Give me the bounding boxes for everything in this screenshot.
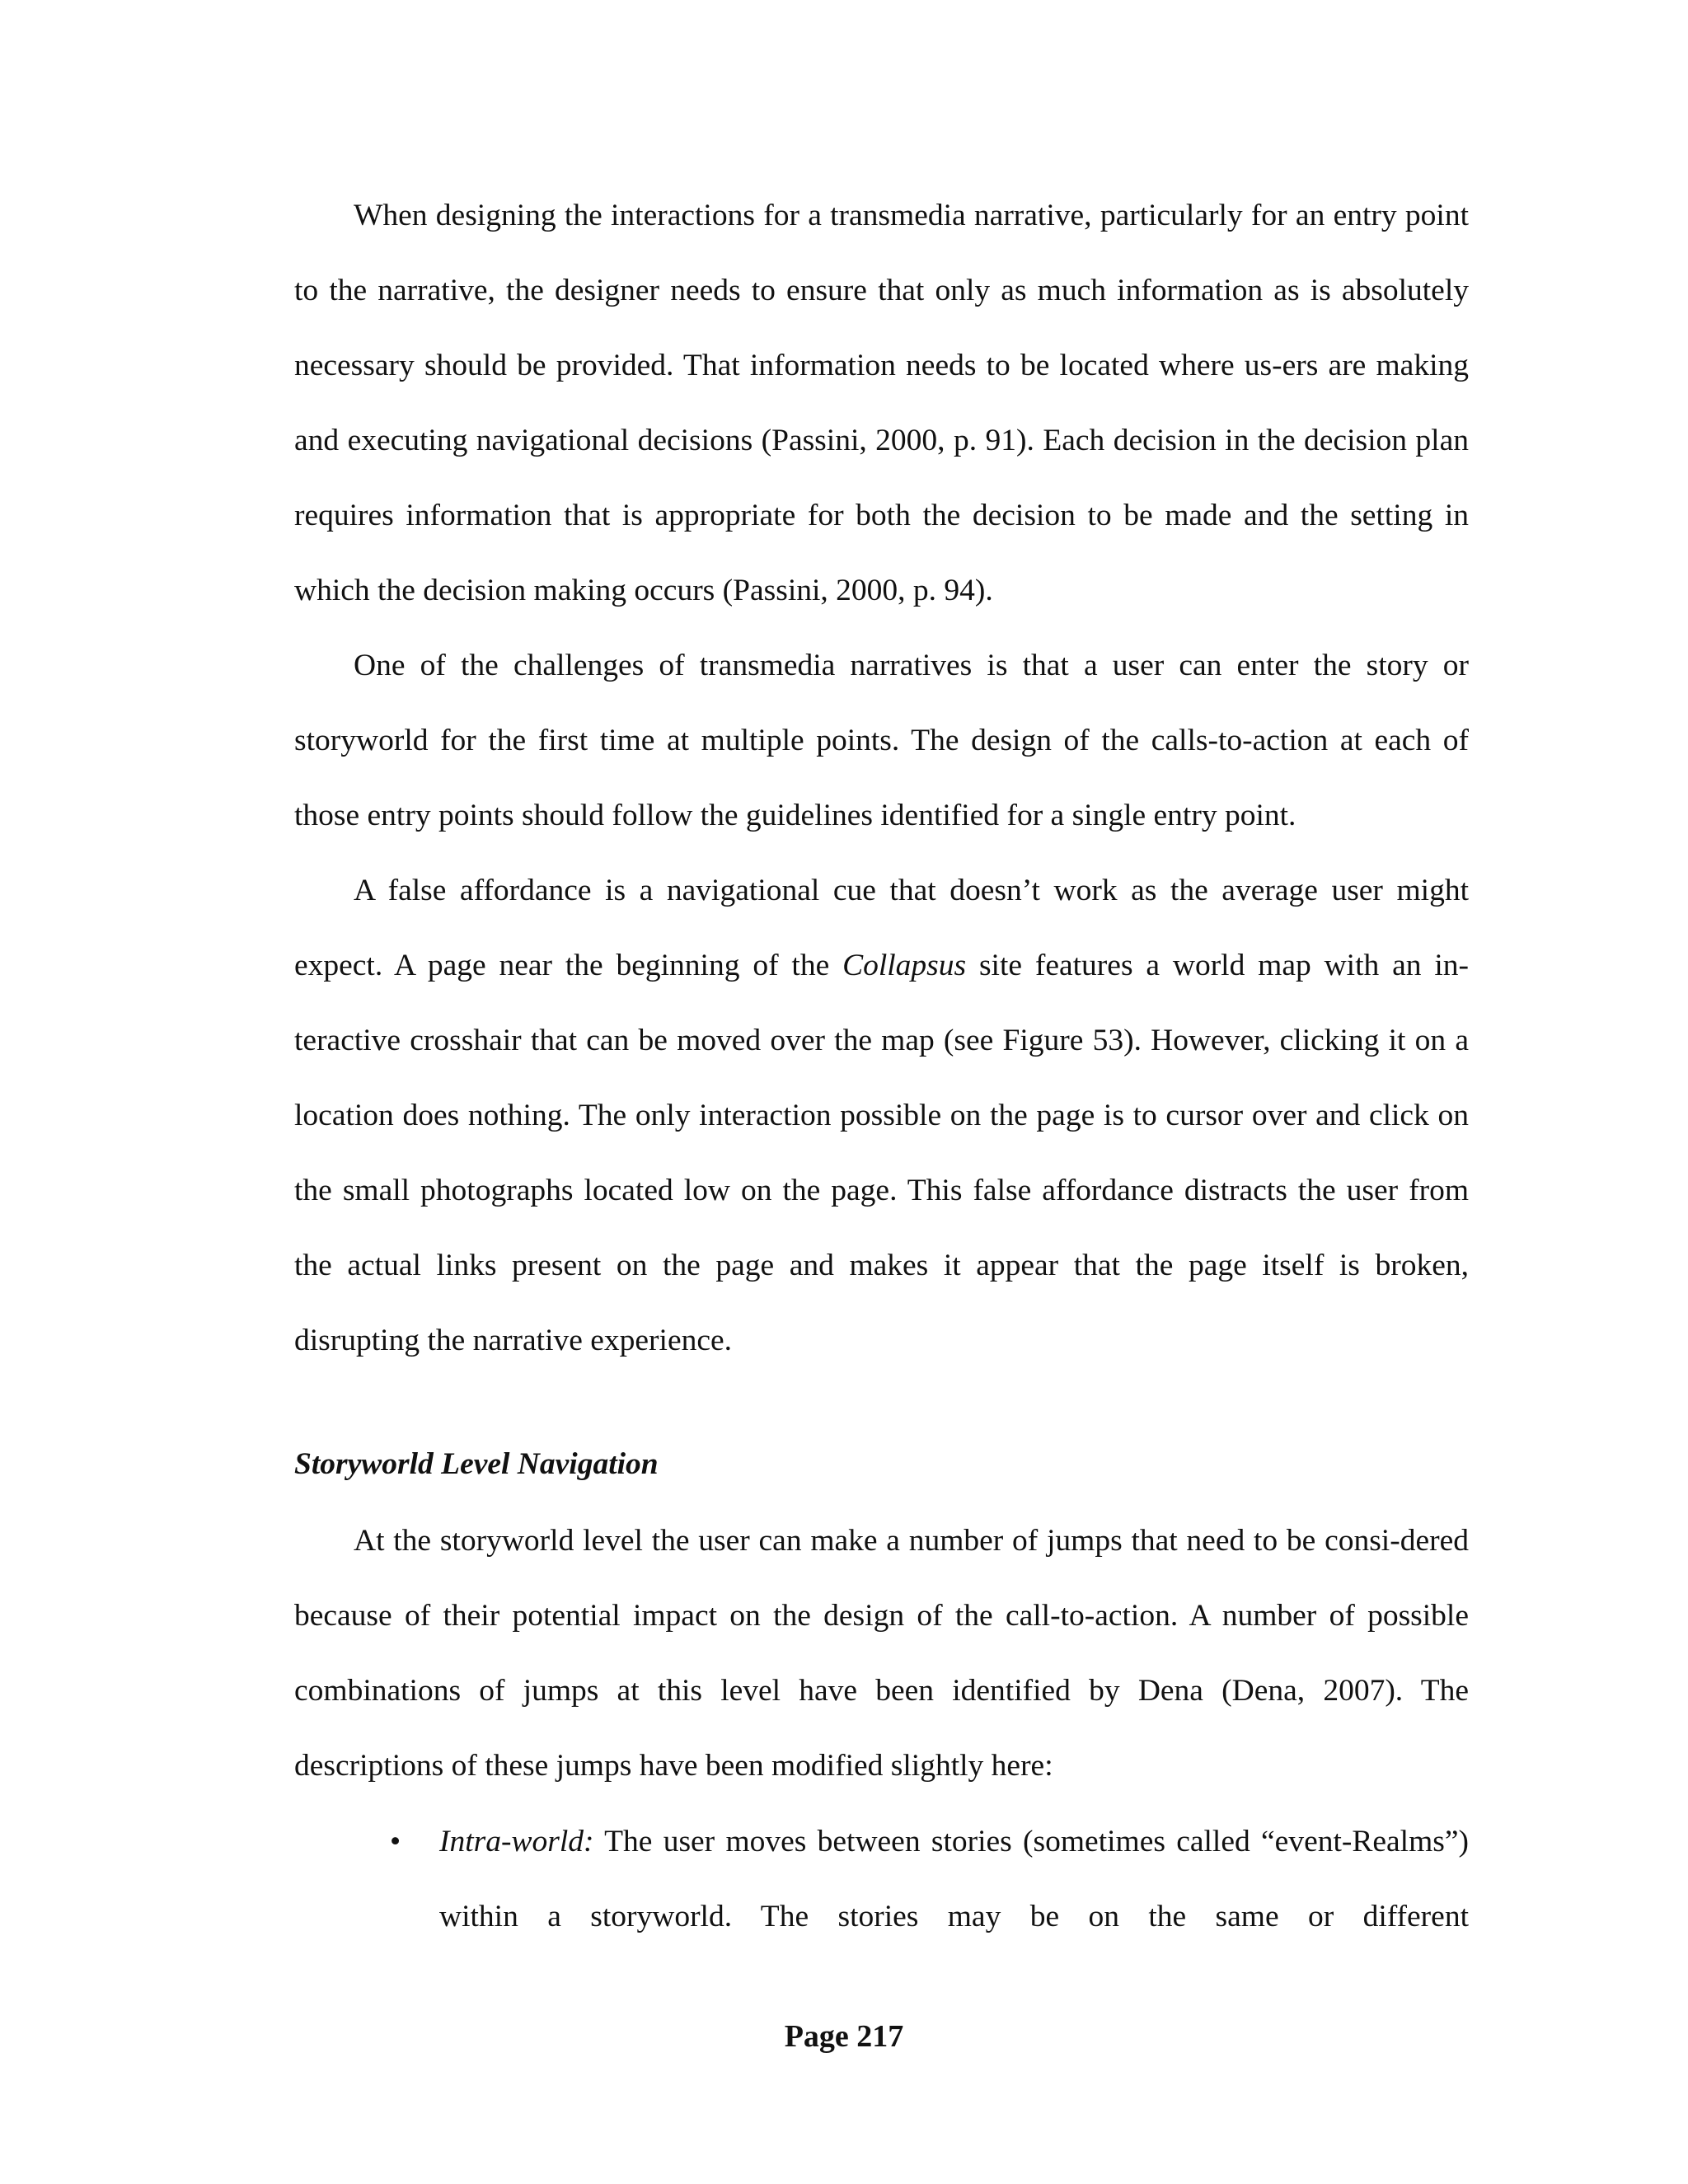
section-heading: Storyworld Level Navigation xyxy=(294,1447,659,1481)
bullet-text: The user moves between stories (sometimes called “event-Realms”) within a storyworld. The stories may be on the same or different xyxy=(439,1825,1469,1933)
paragraph-entry-point-design xyxy=(294,178,1469,628)
paragraph-text: At the storyworld level the user can make a number of jumps that need to be consi-dered because of their potential impact on the design of the call-to-action. A number of possible combinations of jumps at this level have been identified by Dena (Dena, 2007). The descriptions of these jumps have been modified slightly here: xyxy=(294,1524,1469,1783)
paragraph-multiple-entry-points xyxy=(294,628,1469,853)
bullet-item-intra-world xyxy=(439,1804,1469,1954)
bullet-term: Intra-world: xyxy=(439,1825,594,1858)
bullet-marker: • xyxy=(390,1825,401,1858)
italic-title-collapsus: Collapsus xyxy=(842,949,967,982)
paragraph-text-start: A false affordance is a navigational cue that doesn’t work as the average user might expect. A page near the beginning of the xyxy=(294,874,1469,982)
page-number: Page 217 xyxy=(784,2019,904,2054)
paragraph-text-end: site features a world map with an in-teractive crosshair that can be moved over the map (see Figure 53). However, clicking it on a location does nothing. The only interaction possible on the page is to cursor over and click on the small photographs located low on the page. This false affordance distracts the user from the actual links present on the page and makes it appear that the page itself is broken, disrupting the narrative experience. xyxy=(294,949,1469,1357)
paragraph-text: When designing the interactions for a transmedia narrative, particularly for an entry point to the narrative, the designer needs to ensure that only as much information as is absolutely necessary should be provided. That information needs to be located where us-ers are making and executing navigational decisions (Passini, 2000, p. 91). Each decision in the decision plan requires information that is appropriate for both the decision to be made and the setting in which the decision making occurs (Passini, 2000, p. 94). xyxy=(294,199,1469,607)
paragraph-text: One of the challenges of transmedia narratives is that a user can enter the story or storyworld for the first time at multiple points. The design of the calls-to-action at each of those entry points should follow the guidelines identified for a single entry point. xyxy=(294,649,1469,832)
paragraph-storyworld-jumps xyxy=(294,1503,1469,1803)
paragraph-false-affordance xyxy=(294,853,1469,1378)
